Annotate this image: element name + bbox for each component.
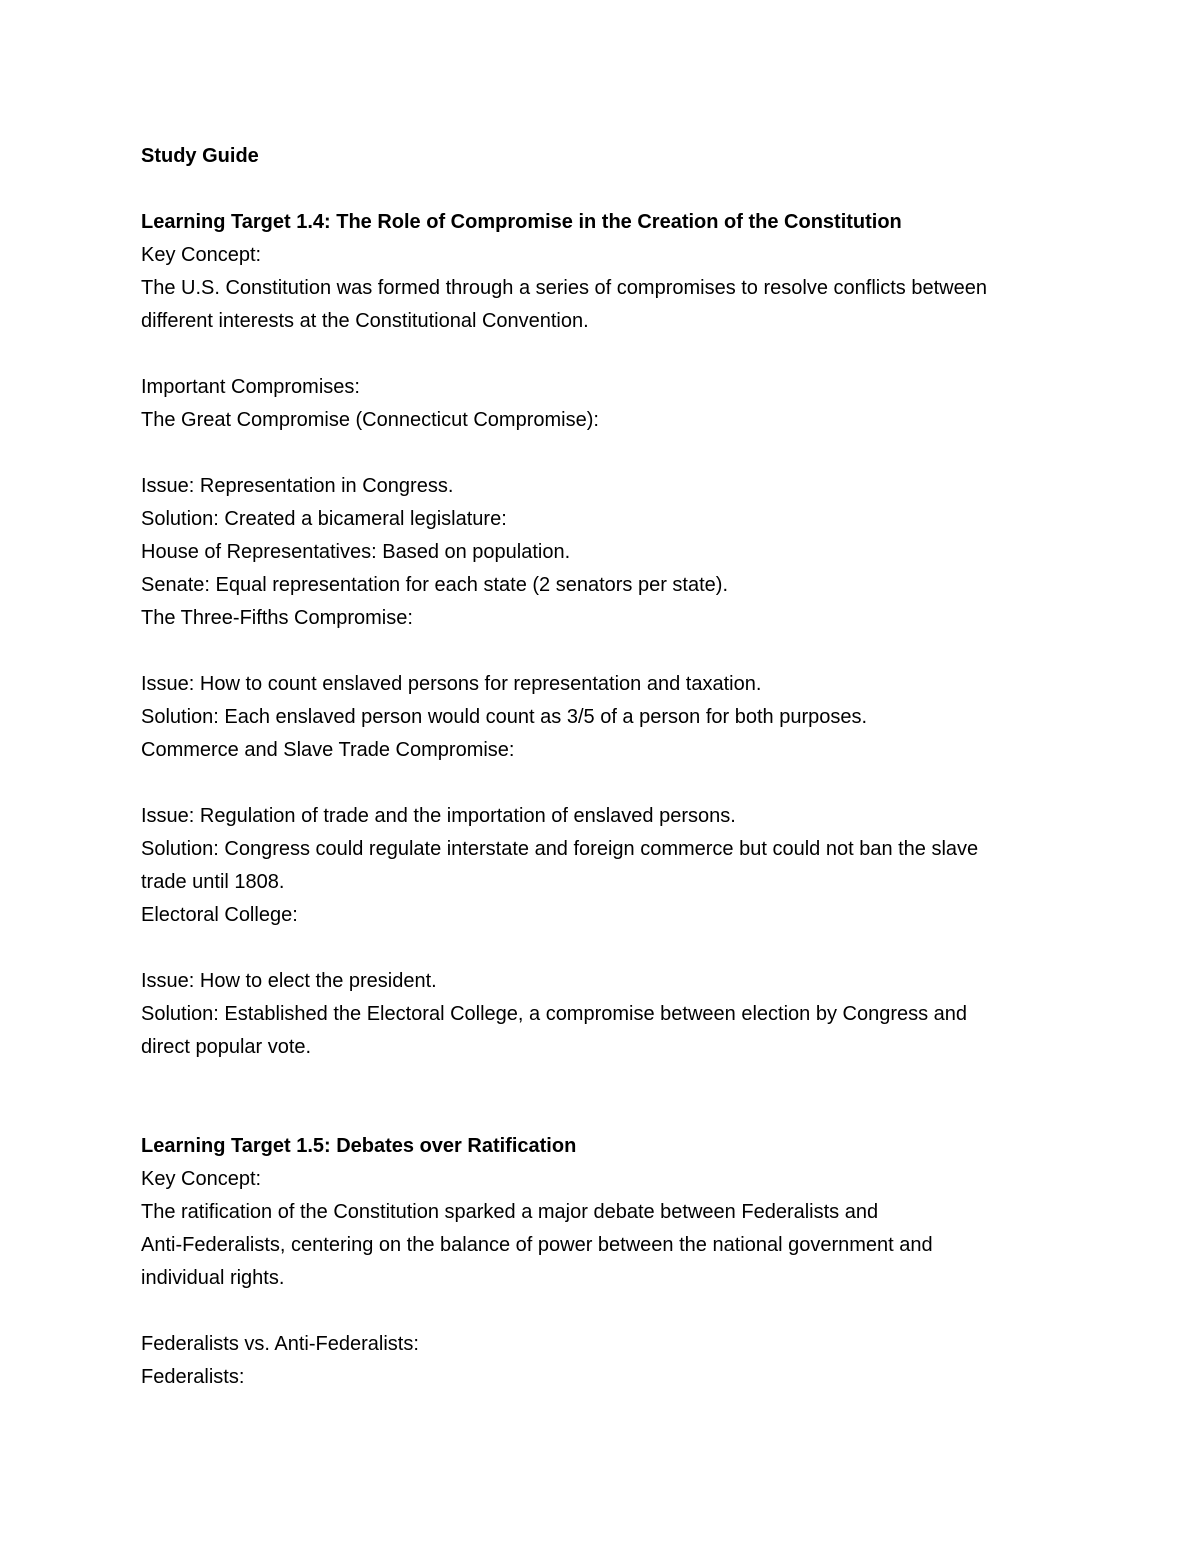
electoral-college-title: Electoral College: [141,904,298,926]
commerce-compromise-solution: trade until 1808. [141,871,285,893]
learning-target-1-4-heading: Learning Target 1.4: The Role of Compromise in the Creation of the Constitution [141,211,902,233]
electoral-college-solution: direct popular vote. [141,1036,312,1058]
spacer [141,338,1071,371]
spacer [141,1295,1071,1328]
key-concept-text: Anti-Federalists, centering on the balance of power between the national government and [141,1234,933,1256]
great-compromise-house: House of Representatives: Based on population. [141,541,571,563]
key-concept-label: Key Concept: [141,1168,262,1190]
key-concept-label: Key Concept: [141,244,262,266]
electoral-college-solution: Solution: Established the Electoral College, a compromise between election by Congress and [141,1003,968,1025]
spacer [141,767,1071,800]
great-compromise-solution: Solution: Created a bicameral legislature: [141,508,507,530]
document-page [141,140,1071,1394]
document-title: Study Guide [141,145,259,167]
three-fifths-title: The Three-Fifths Compromise: [141,607,413,629]
federalists-label: Federalists: [141,1366,245,1388]
commerce-compromise-issue: Issue: Regulation of trade and the importation of enslaved persons. [141,805,736,827]
great-compromise-title: The Great Compromise (Connecticut Compromise): [141,409,599,431]
key-concept-text: The ratification of the Constitution sparked a major debate between Federalists and [141,1201,879,1223]
spacer [141,437,1071,470]
three-fifths-issue: Issue: How to count enslaved persons for representation and taxation. [141,673,762,695]
commerce-compromise-solution: Solution: Congress could regulate interstate and foreign commerce but could not ban the slave [141,838,979,860]
spacer [141,1064,1071,1130]
key-concept-text: The U.S. Constitution was formed through a series of compromises to resolve conflicts between [141,277,987,299]
commerce-compromise-title: Commerce and Slave Trade Compromise: [141,739,515,761]
key-concept-text: different interests at the Constitutional Convention. [141,310,589,332]
three-fifths-solution: Solution: Each enslaved person would count as 3/5 of a person for both purposes. [141,706,868,728]
important-compromises-label: Important Compromises: [141,376,360,398]
key-concept-text: individual rights. [141,1267,285,1289]
electoral-college-issue: Issue: How to elect the president. [141,970,437,992]
federalists-vs-label: Federalists vs. Anti-Federalists: [141,1333,419,1355]
learning-target-1-5-heading: Learning Target 1.5: Debates over Ratification [141,1135,577,1157]
spacer [141,173,1071,206]
spacer [141,932,1071,965]
great-compromise-issue: Issue: Representation in Congress. [141,475,454,497]
spacer [141,635,1071,668]
great-compromise-senate: Senate: Equal representation for each state (2 senators per state). [141,574,729,596]
